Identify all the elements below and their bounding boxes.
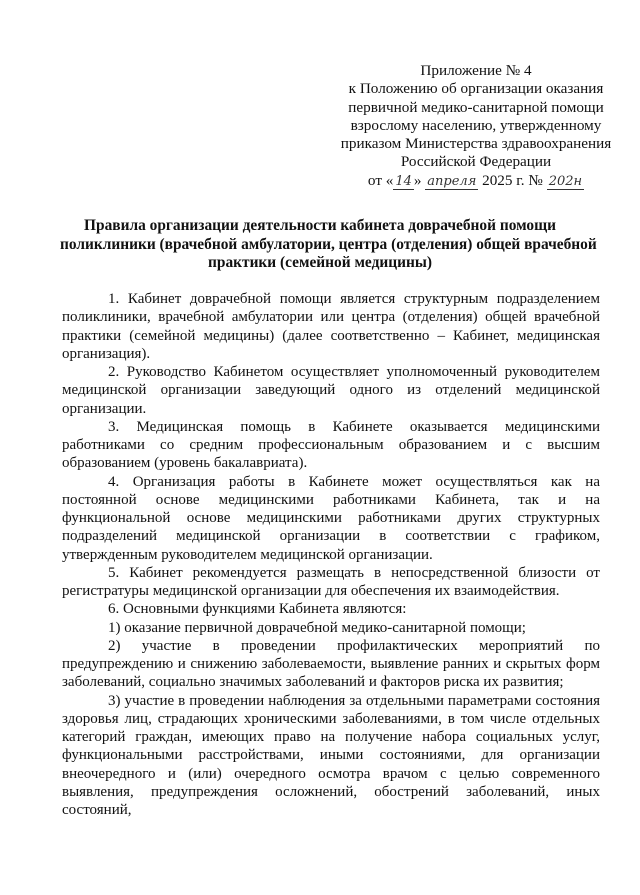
paragraph: 4. Организация работы в Кабинете может осуществляться как на постоянной основе медицинскими работниками Кабинета, так и на функциональной основе медицинскими работниками других структурных подразделений медицинской организации в соответствии с графиком, утвержденным руководителем медицинской организации.	[62, 473, 600, 563]
paragraph: 6. Основными функциями Кабинета являются:	[108, 601, 407, 618]
appendix-line: приказом Министерства здравоохранения	[340, 135, 612, 153]
paragraph: 5. Кабинет рекомендуется размещать в непосредственной близости от регистратуры медицинской организации для обеспечения их взаимодействия.	[62, 564, 600, 599]
title-line: Правила организации деятельности кабинета доврачебной помощи	[84, 217, 556, 234]
appendix-line: к Положению об организации оказания	[348, 80, 604, 98]
paragraph: 2. Руководство Кабинетом осуществляет уполномоченный руководителем медицинской организации заведующий одного из отделений медицинской организации.	[62, 364, 600, 417]
handwritten-order-number: 202н	[548, 173, 583, 189]
title-line: поликлиники (врачебной амбулатории, центра (отделения) общей врачебной	[60, 235, 597, 253]
appendix-line: Российской Федерации	[400, 153, 552, 171]
date-mid: »	[413, 171, 422, 189]
handwritten-month: апреля	[427, 173, 477, 189]
list-item: 2) участие в проведении профилактических мероприятий по предупреждению и снижению заболеваемости, выявление ранних и скрытых форм заболеваний, социально значимых заболеваний и факторов риска их развития;	[62, 637, 600, 691]
date-prefix: от «	[367, 171, 394, 189]
appendix-line: Приложение № 4	[420, 62, 532, 79]
list-item: 3) участие в проведении наблюдения за отдельными параметрами состояния здоровья лиц, страдающих хроническими заболеваниями, в том числе отдельных категорий граждан, имеющих право на получение набора социальных услуг, функциональными расстройствами, иными состояниями, для организации внеочередного и (или) очередного осмотра врачом с целью современного выявления, предупреждения осложнений, обострений заболеваний, иных состояний,	[62, 692, 600, 818]
document-title	[60, 217, 597, 273]
appendix-line: первичной медико-санитарной помощи	[348, 98, 604, 116]
appendix-header	[334, 62, 618, 190]
date-year: 2025 г. №	[482, 171, 543, 189]
appendix-line: взрослому населению, утвержденному	[350, 116, 602, 134]
paragraph: 1. Кабинет доврачебной помощи является структурным подразделением поликлиники, врачебной амбулатории или центра (отделения) общей врачебной практики (семейной медицины) (далее соответственно – Кабинет, медицинская организация).	[62, 291, 600, 362]
document-body	[62, 290, 600, 819]
handwritten-day: 14	[395, 173, 412, 189]
list-item: 1) оказание первичной доврачебной медико-санитарной помощи;	[108, 619, 526, 636]
title-line: практики (семейной медицины)	[208, 254, 432, 272]
order-date-line	[334, 172, 618, 190]
paragraph: 3. Медицинская помощь в Кабинете оказывается медицинскими работниками со средним профессиональным образованием и с высшим образованием (уровень бакалавриата).	[62, 418, 600, 472]
